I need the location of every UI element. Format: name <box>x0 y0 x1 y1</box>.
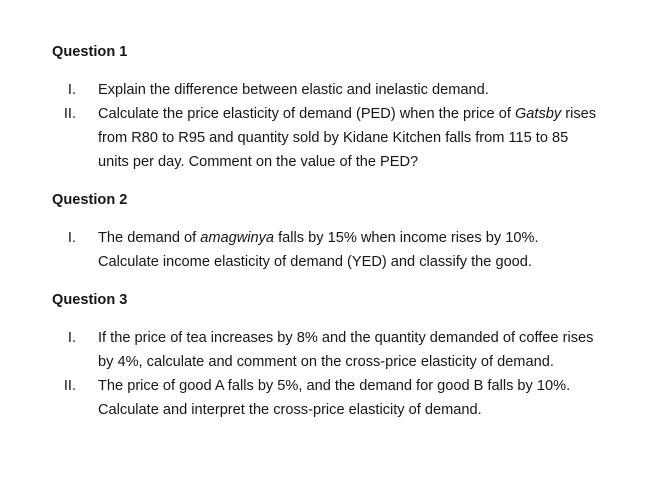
item-line <box>98 374 598 398</box>
question-heading: Question 2 <box>52 192 128 208</box>
text-run: Calculate income elasticity of demand (YED) and classify the good. <box>98 254 532 270</box>
item-line <box>98 326 598 350</box>
question-heading: Question 3 <box>52 292 128 308</box>
item-numeral: I. <box>67 82 76 98</box>
item-text <box>98 102 598 174</box>
text-run: from R80 to R95 and quantity sold by Kidane Kitchen falls from 115 to 85 <box>98 130 569 146</box>
text-run: rises <box>561 106 597 122</box>
item-numeral: II. <box>63 106 76 122</box>
text-run: Explain the difference between elastic and inelastic demand. <box>98 82 489 98</box>
question-heading: Question 1 <box>52 44 128 60</box>
item-line <box>98 226 598 250</box>
item-line <box>98 350 598 374</box>
item-numeral: I. <box>67 330 76 346</box>
item-line <box>98 398 598 422</box>
text-run: Calculate and interpret the cross-price elasticity of demand. <box>98 402 482 418</box>
text-run: by 4%, calculate and comment on the cross-price elasticity of demand. <box>98 354 554 370</box>
item-numeral: II. <box>63 378 76 394</box>
item-text <box>98 326 598 374</box>
item-line <box>98 102 598 126</box>
list-item <box>52 102 598 174</box>
text-run: units per day. Comment on the value of the PED? <box>98 154 419 170</box>
item-line <box>98 126 598 150</box>
item-line <box>98 250 598 274</box>
text-run-italic: Gatsby <box>514 106 562 122</box>
question-block-3 <box>52 288 598 422</box>
text-run: If the price of tea increases by 8% and the quantity demanded of coffee rises <box>98 330 594 346</box>
item-text <box>98 374 598 422</box>
question-block-1 <box>52 40 598 174</box>
text-run: The price of good A falls by 5%, and the demand for good B falls by 10%. <box>98 378 571 394</box>
list-item <box>52 226 598 274</box>
text-run: The demand of <box>98 230 201 246</box>
item-text <box>98 226 598 274</box>
item-numeral: I. <box>67 230 76 246</box>
question-block-2 <box>52 188 598 274</box>
list-item <box>52 78 598 102</box>
item-line <box>98 78 598 102</box>
text-run: Calculate the price elasticity of demand (PED) when the price of <box>98 106 515 122</box>
text-run: falls by 15% when income rises by 10%. <box>274 230 539 246</box>
list-item <box>52 326 598 374</box>
item-text <box>98 78 598 102</box>
text-run-italic: amagwinya <box>200 230 275 246</box>
list-item <box>52 374 598 422</box>
item-line <box>98 150 598 174</box>
